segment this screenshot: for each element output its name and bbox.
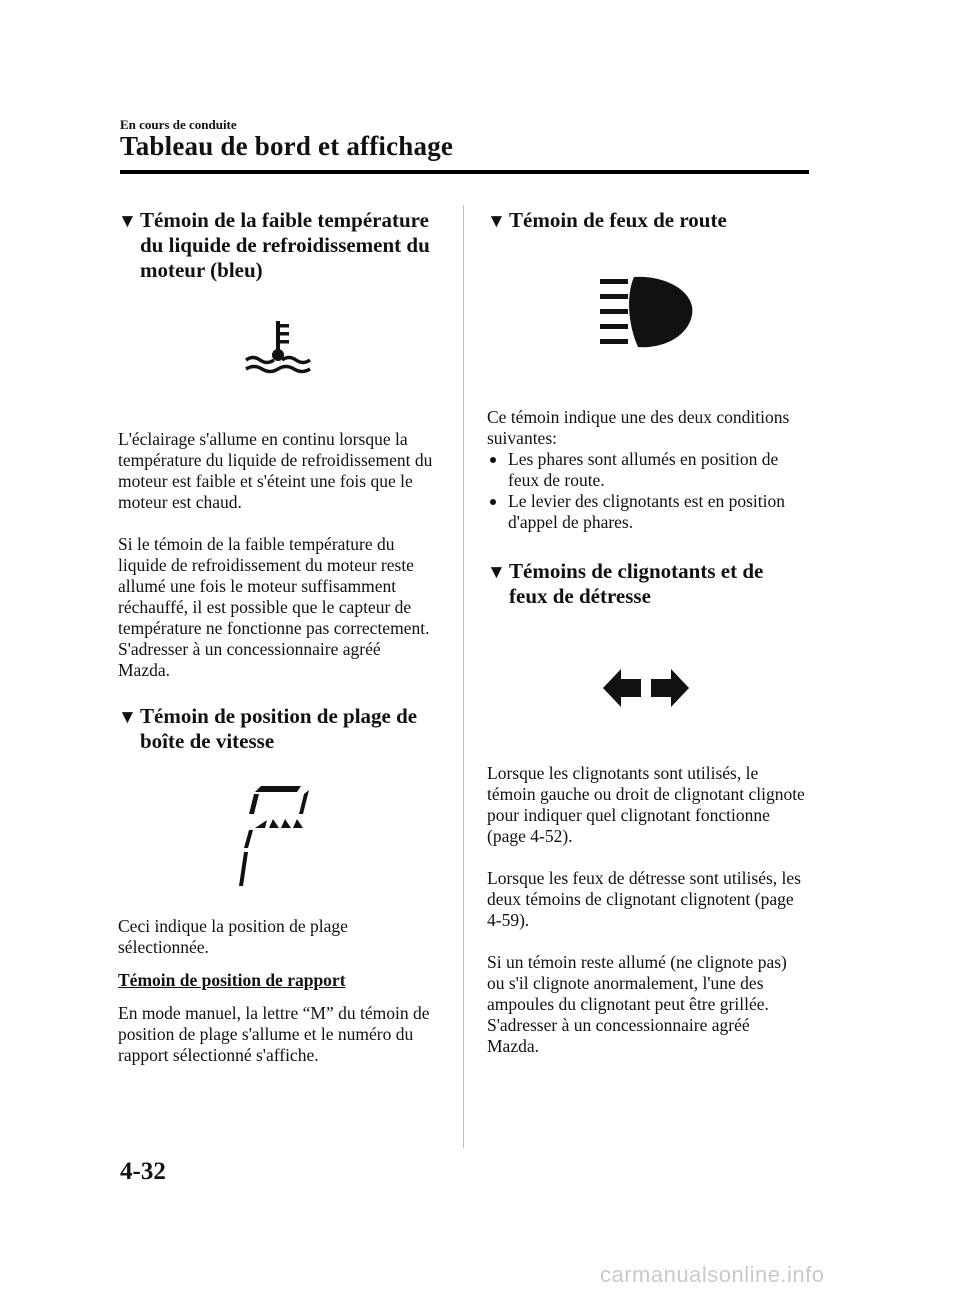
watermark: carmanualsonline.info <box>600 1262 825 1287</box>
turn-paragraph-3: Si un témoin reste allumé (ne clignote pas) ou s'il clignote anormalement, l'une des ampoules du clignotant peut être grillée. S'adresser à un concessionnaire agréé Mazda. <box>487 952 787 1056</box>
highbeam-heading-text: Témoin de feux de route <box>509 208 727 232</box>
triangle-marker-icon: ▼ <box>118 211 137 232</box>
list-item-text: Les phares sont allumés en position de feux de route. <box>508 449 779 490</box>
section-label: En cours de conduite <box>120 117 237 132</box>
gear-heading <box>118 704 436 754</box>
high-beam-icon <box>487 275 805 355</box>
turn-heading-text: Témoins de clignotants et de feux de détresse <box>509 559 764 608</box>
header-rule <box>120 170 809 174</box>
coolant-heading <box>118 208 436 283</box>
gear-paragraph-1: Ceci indique la position de plage sélectionnée. <box>118 916 348 957</box>
column-divider <box>463 205 464 1148</box>
gear-heading-text: Témoin de position de plage de boîte de vitesse <box>140 704 418 753</box>
coolant-paragraph-2: Si le témoin de la faible température du liquide de refroidissement du moteur reste allumé une fois le moteur suffisamment réchauffé, il est possible que le capteur de température ne fonctionne pas correctement. S'adresser à un concessionnaire agréé Mazda. <box>118 534 430 680</box>
triangle-marker-icon: ▼ <box>487 211 506 232</box>
list-item <box>487 491 805 533</box>
gear-position-p-icon <box>118 782 436 890</box>
triangle-marker-icon: ▼ <box>487 562 506 583</box>
turn-heading <box>487 559 805 609</box>
bullet-icon <box>490 457 496 463</box>
coolant-paragraph-1: L'éclairage s'allume en continu lorsque la température du liquide de refroidissement du moteur est faible et s'éteint une fois que le moteur est chaud. <box>118 429 433 512</box>
turn-paragraph-2: Lorsque les feux de détresse sont utilisés, les deux témoins de clignotant clignotent (page 4-59). <box>487 868 801 930</box>
right-column <box>487 208 805 1057</box>
highbeam-conditions-list <box>487 449 805 533</box>
bullet-icon <box>490 499 496 505</box>
list-item-text: Le levier des clignotants est en position d'appel de phares. <box>508 491 786 532</box>
list-item <box>487 449 805 491</box>
low-coolant-temperature-icon <box>118 319 436 377</box>
page-number: 4-32 <box>120 1158 166 1185</box>
coolant-heading-text: Témoin de la faible température du liquide de refroidissement du moteur (bleu) <box>140 208 430 282</box>
page-title: Tableau de bord et affichage <box>120 131 454 161</box>
gear-paragraph-2: En mode manuel, la lettre “M” du témoin de position de plage s'allume et le numéro du rapport sélectionné s'affiche. <box>118 1003 430 1065</box>
triangle-marker-icon: ▼ <box>118 707 137 728</box>
left-column <box>118 208 436 1066</box>
highbeam-intro: Ce témoin indique une des deux conditions suivantes: <box>487 407 790 448</box>
highbeam-heading <box>487 208 805 233</box>
turn-paragraph-1: Lorsque les clignotants sont utilisés, le témoin gauche ou droit de clignotant clignote pour indiquer quel clignotant fonctionne (page 4-52). <box>487 763 805 846</box>
turn-signal-arrows-icon <box>487 667 805 711</box>
gear-subheading: Témoin de position de rapport <box>118 970 346 990</box>
